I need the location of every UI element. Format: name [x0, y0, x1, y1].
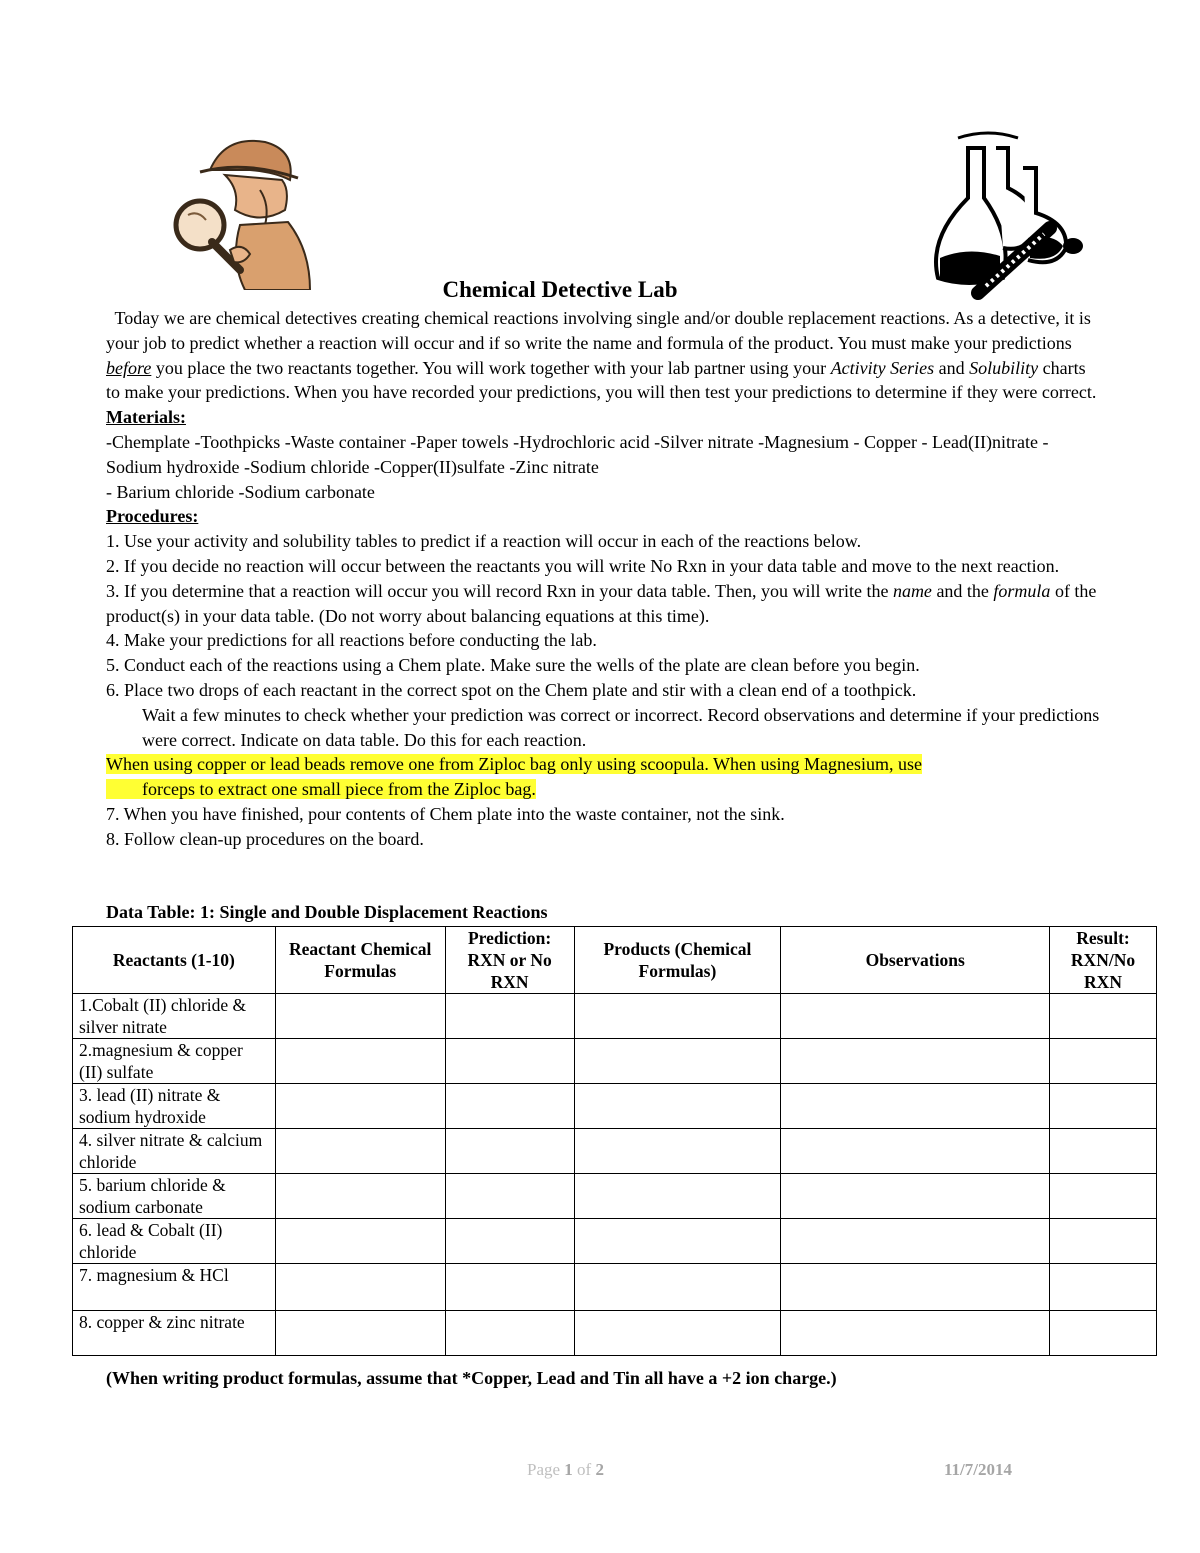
result-cell[interactable] — [1050, 1174, 1157, 1219]
result-cell[interactable] — [1050, 1084, 1157, 1129]
procedure-step-7: 7. When you have finished, pour contents of Chem plate into the waste container, not the sink. — [106, 803, 785, 824]
procedures-heading: Procedures: — [106, 506, 199, 527]
header-result: Result: RXN/No RXN — [1050, 927, 1157, 994]
safety-highlight: When using copper or lead beads remove one from Ziploc bag only using scoopula. When using Magnesium, use forceps to extract one small piece from the Ziploc bag. — [106, 754, 922, 800]
procedure-step-1: 1. Use your activity and solubility tables to predict if a reaction will occur in each of the reactions below. — [106, 531, 862, 552]
formula-cell[interactable] — [275, 1129, 445, 1174]
reactant-cell: 4. silver nitrate & calcium chloride — [73, 1129, 276, 1174]
reactant-cell: 7. magnesium & HCl — [73, 1264, 276, 1311]
observations-cell[interactable] — [781, 1264, 1050, 1311]
formula-cell[interactable] — [275, 1264, 445, 1311]
materials-list: -Chemplate -Toothpicks -Waste container -Paper towels -Hydrochloric acid -Silver nitrate -Magnesium - Copper - Lead(II)nitrate -Sodium hydroxide -Sodium chloride -Copper(II)sulfate -Zinc nitrate - Barium chloride -Sodium carbonate — [106, 431, 1049, 502]
prediction-cell[interactable] — [445, 1264, 574, 1311]
products-cell[interactable] — [574, 1174, 781, 1219]
observations-cell[interactable] — [781, 1084, 1050, 1129]
products-cell[interactable] — [574, 1039, 781, 1084]
reactant-cell: 6. lead & Cobalt (II) chloride — [73, 1219, 276, 1264]
table-row — [73, 1129, 1157, 1174]
procedure-step-6-detail: Wait a few minutes to check whether your prediction was correct or incorrect. Record observations and determine if your predictions were correct. Indicate on data table. Do this for each reaction. — [142, 704, 1100, 750]
result-cell[interactable] — [1050, 1039, 1157, 1084]
reactant-cell: 2.magnesium & copper (II) sulfate — [73, 1039, 276, 1084]
procedure-step-3: 3. If you determine that a reaction will occur you will record Rxn in your data table. Then, you will write the name and the formula of the product(s) in your data table. (Do not worry about balancing equations at this time). — [106, 580, 1097, 626]
prediction-cell[interactable] — [445, 1219, 574, 1264]
table-row — [73, 994, 1157, 1039]
table-row — [73, 1219, 1157, 1264]
products-cell[interactable] — [574, 994, 781, 1039]
result-cell[interactable] — [1050, 1219, 1157, 1264]
result-cell[interactable] — [1050, 1311, 1157, 1356]
observations-cell[interactable] — [781, 1219, 1050, 1264]
formula-cell[interactable] — [275, 1039, 445, 1084]
result-cell[interactable] — [1050, 994, 1157, 1039]
observations-cell[interactable] — [781, 994, 1050, 1039]
procedure-step-2: 2. If you decide no reaction will occur between the reactants you will write No Rxn in your data table and move to the next reaction. — [106, 555, 1060, 576]
prediction-cell[interactable] — [445, 994, 574, 1039]
formula-cell[interactable] — [275, 1219, 445, 1264]
flasks-icon — [928, 128, 1096, 300]
prediction-cell[interactable] — [445, 1311, 574, 1356]
footer-date: 11/7/2014 — [944, 1460, 1013, 1479]
page-title: Chemical Detective Lab — [442, 277, 678, 302]
table-row — [73, 1311, 1157, 1356]
data-table — [72, 926, 1157, 1356]
formula-cell[interactable] — [275, 1311, 445, 1356]
reactant-cell: 3. lead (II) nitrate & sodium hydroxide — [73, 1084, 276, 1129]
observations-cell[interactable] — [781, 1129, 1050, 1174]
header-products: Products (Chemical Formulas) — [574, 927, 781, 994]
observations-cell[interactable] — [781, 1039, 1050, 1084]
formula-cell[interactable] — [275, 1174, 445, 1219]
reactant-cell: 5. barium chloride & sodium carbonate — [73, 1174, 276, 1219]
prediction-cell[interactable] — [445, 1084, 574, 1129]
table-row — [73, 1039, 1157, 1084]
header-observations: Observations — [781, 927, 1050, 994]
formula-cell[interactable] — [275, 1084, 445, 1129]
observations-cell[interactable] — [781, 1311, 1050, 1356]
procedure-step-8: 8. Follow clean-up procedures on the board. — [106, 828, 424, 849]
products-cell[interactable] — [574, 1264, 781, 1311]
table-row — [73, 1084, 1157, 1129]
products-cell[interactable] — [574, 1219, 781, 1264]
reactant-cell: 8. copper & zinc nitrate — [73, 1311, 276, 1356]
procedure-step-6: 6. Place two drops of each reactant in the correct spot on the Chem plate and stir with a clean end of a toothpick. — [106, 679, 917, 700]
table-header-row — [73, 927, 1157, 994]
products-cell[interactable] — [574, 1311, 781, 1356]
formula-cell[interactable] — [275, 994, 445, 1039]
header-formulas: Reactant Chemical Formulas — [275, 927, 445, 994]
intro-paragraph: Today we are chemical detectives creating chemical reactions involving single and/or double replacement reactions. As a detective, it is your job to predict whether a reaction will occur and if so write the name and formula of the product. You must make your predictions before you place the two reactants together. You will work together with your lab partner using your Activity Series and Solubility charts to make your predictions. When you have recorded your predictions, you will then test your predictions to determine if they were correct. — [106, 308, 1097, 403]
table-row — [73, 1264, 1157, 1311]
prediction-cell[interactable] — [445, 1174, 574, 1219]
result-cell[interactable] — [1050, 1129, 1157, 1174]
materials-heading: Materials: — [106, 407, 186, 428]
table-row — [73, 1174, 1157, 1219]
prediction-cell[interactable] — [445, 1039, 574, 1084]
footnote: (When writing product formulas, assume that *Copper, Lead and Tin all have a +2 ion charge.) — [106, 1368, 837, 1388]
products-cell[interactable] — [574, 1084, 781, 1129]
page-number: Page 1 of 2 — [527, 1460, 604, 1479]
procedure-step-5: 5. Conduct each of the reactions using a Chem plate. Make sure the wells of the plate are clean before you begin. — [106, 655, 920, 676]
detective-icon — [170, 130, 315, 290]
reactant-cell: 1.Cobalt (II) chloride & silver nitrate — [73, 994, 276, 1039]
products-cell[interactable] — [574, 1129, 781, 1174]
prediction-cell[interactable] — [445, 1129, 574, 1174]
procedure-step-4: 4. Make your predictions for all reactions before conducting the lab. — [106, 630, 597, 651]
result-cell[interactable] — [1050, 1264, 1157, 1311]
observations-cell[interactable] — [781, 1174, 1050, 1219]
table-caption: Data Table: 1: Single and Double Displacement Reactions — [106, 902, 548, 922]
header-reactants: Reactants (1-10) — [73, 927, 276, 994]
header-prediction: Prediction: RXN or No RXN — [445, 927, 574, 994]
document-body — [106, 306, 1101, 852]
